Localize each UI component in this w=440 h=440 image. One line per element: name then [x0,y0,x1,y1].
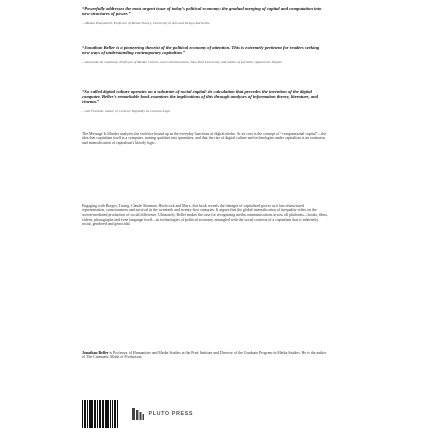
author-name: Jonathan Beller [82,350,109,355]
blurb-3 [82,84,328,117]
publisher-footer [82,398,328,430]
description-text: Engaging with Borges, Turing, Claude Shannon, Hitchcock and Marx, this book reveals the lineages of capitalized power as it has restructured representation, consciousness and survival in the twentieth and twenty-first centuries. It argues that the global intensification of inequality relies on the screen-mediated production of social difference. Ultimately, Beller makes the case for recognizing media communications across all platforms—books, films, videos, photographs and even language itself—as technologies of political economy, entangled with the social contexts of a capitalism that is inherently racial, gendered and genocidal. [82,203,328,227]
author-bio-body: is Professor of Humanities and Media Studies at the Pratt Institute and Director of the Graduate Program in Media Studies. He is the author of The Cinematic Mode of Production. [82,350,327,360]
blurb-2 [82,40,328,68]
blurb-attribution: —Alexander R. Galloway, Professor of Media, Culture, and Communication, New York University, and author of Laruelle: Against the Digital [82,60,282,64]
barcode-bar [85,400,86,428]
blurb-quote: “Powerfully addresses the most urgent issue of today’s political economy: the gradual merging of capital and computation into new structures of power.” [82,5,322,16]
description-paragraph-1 [82,128,328,149]
blurb-quote: “Jonathan Beller is a pioneering theorist of the political economy of attention. This is extremely pertinent for readers seeking new ways of understanding contemporary capitalism.” [82,44,320,55]
publisher-logo [131,407,194,421]
barcode-bar [103,400,104,428]
description-paragraph-2 [82,200,328,231]
blurb-1 [82,1,328,29]
author-bio [82,347,328,364]
blurb-attribution: —Seb Franklin, author of Control: Digitality as Cultural Logic [82,109,171,114]
barcode-bar [92,400,93,428]
blurb-quote: “So-called digital culture operates on a substrate of racial capital: its calculation that precedes the invention of the digital computer. Beller's remarkable book examines the implications of this through analyses of information theory, literature, and cinema.” [82,88,318,105]
publisher-name: PLUTO PRESS [148,411,194,417]
barcode-bar [110,400,111,428]
barcode-bar [117,400,118,428]
barcode [82,400,119,428]
barcode-bar [97,400,98,428]
blurb-attribution: —Matteo Pasquinelli, Professor of Media Theory, University of Arts and Design Karlsruhe [82,21,210,25]
description-text: The Message Is Murder analyzes the violence bound up in the everyday functions of digital media. At its core is the concept of “computational capital”—the idea that capitalism itself is a computer, turning qualities into quantities, and that the rise of digital culture and technologies under capitalism is an extension and intensification of capitalism's bloody logic. [82,131,327,145]
pluto-press-logo-icon [131,407,145,421]
author-bio-text [82,351,328,360]
